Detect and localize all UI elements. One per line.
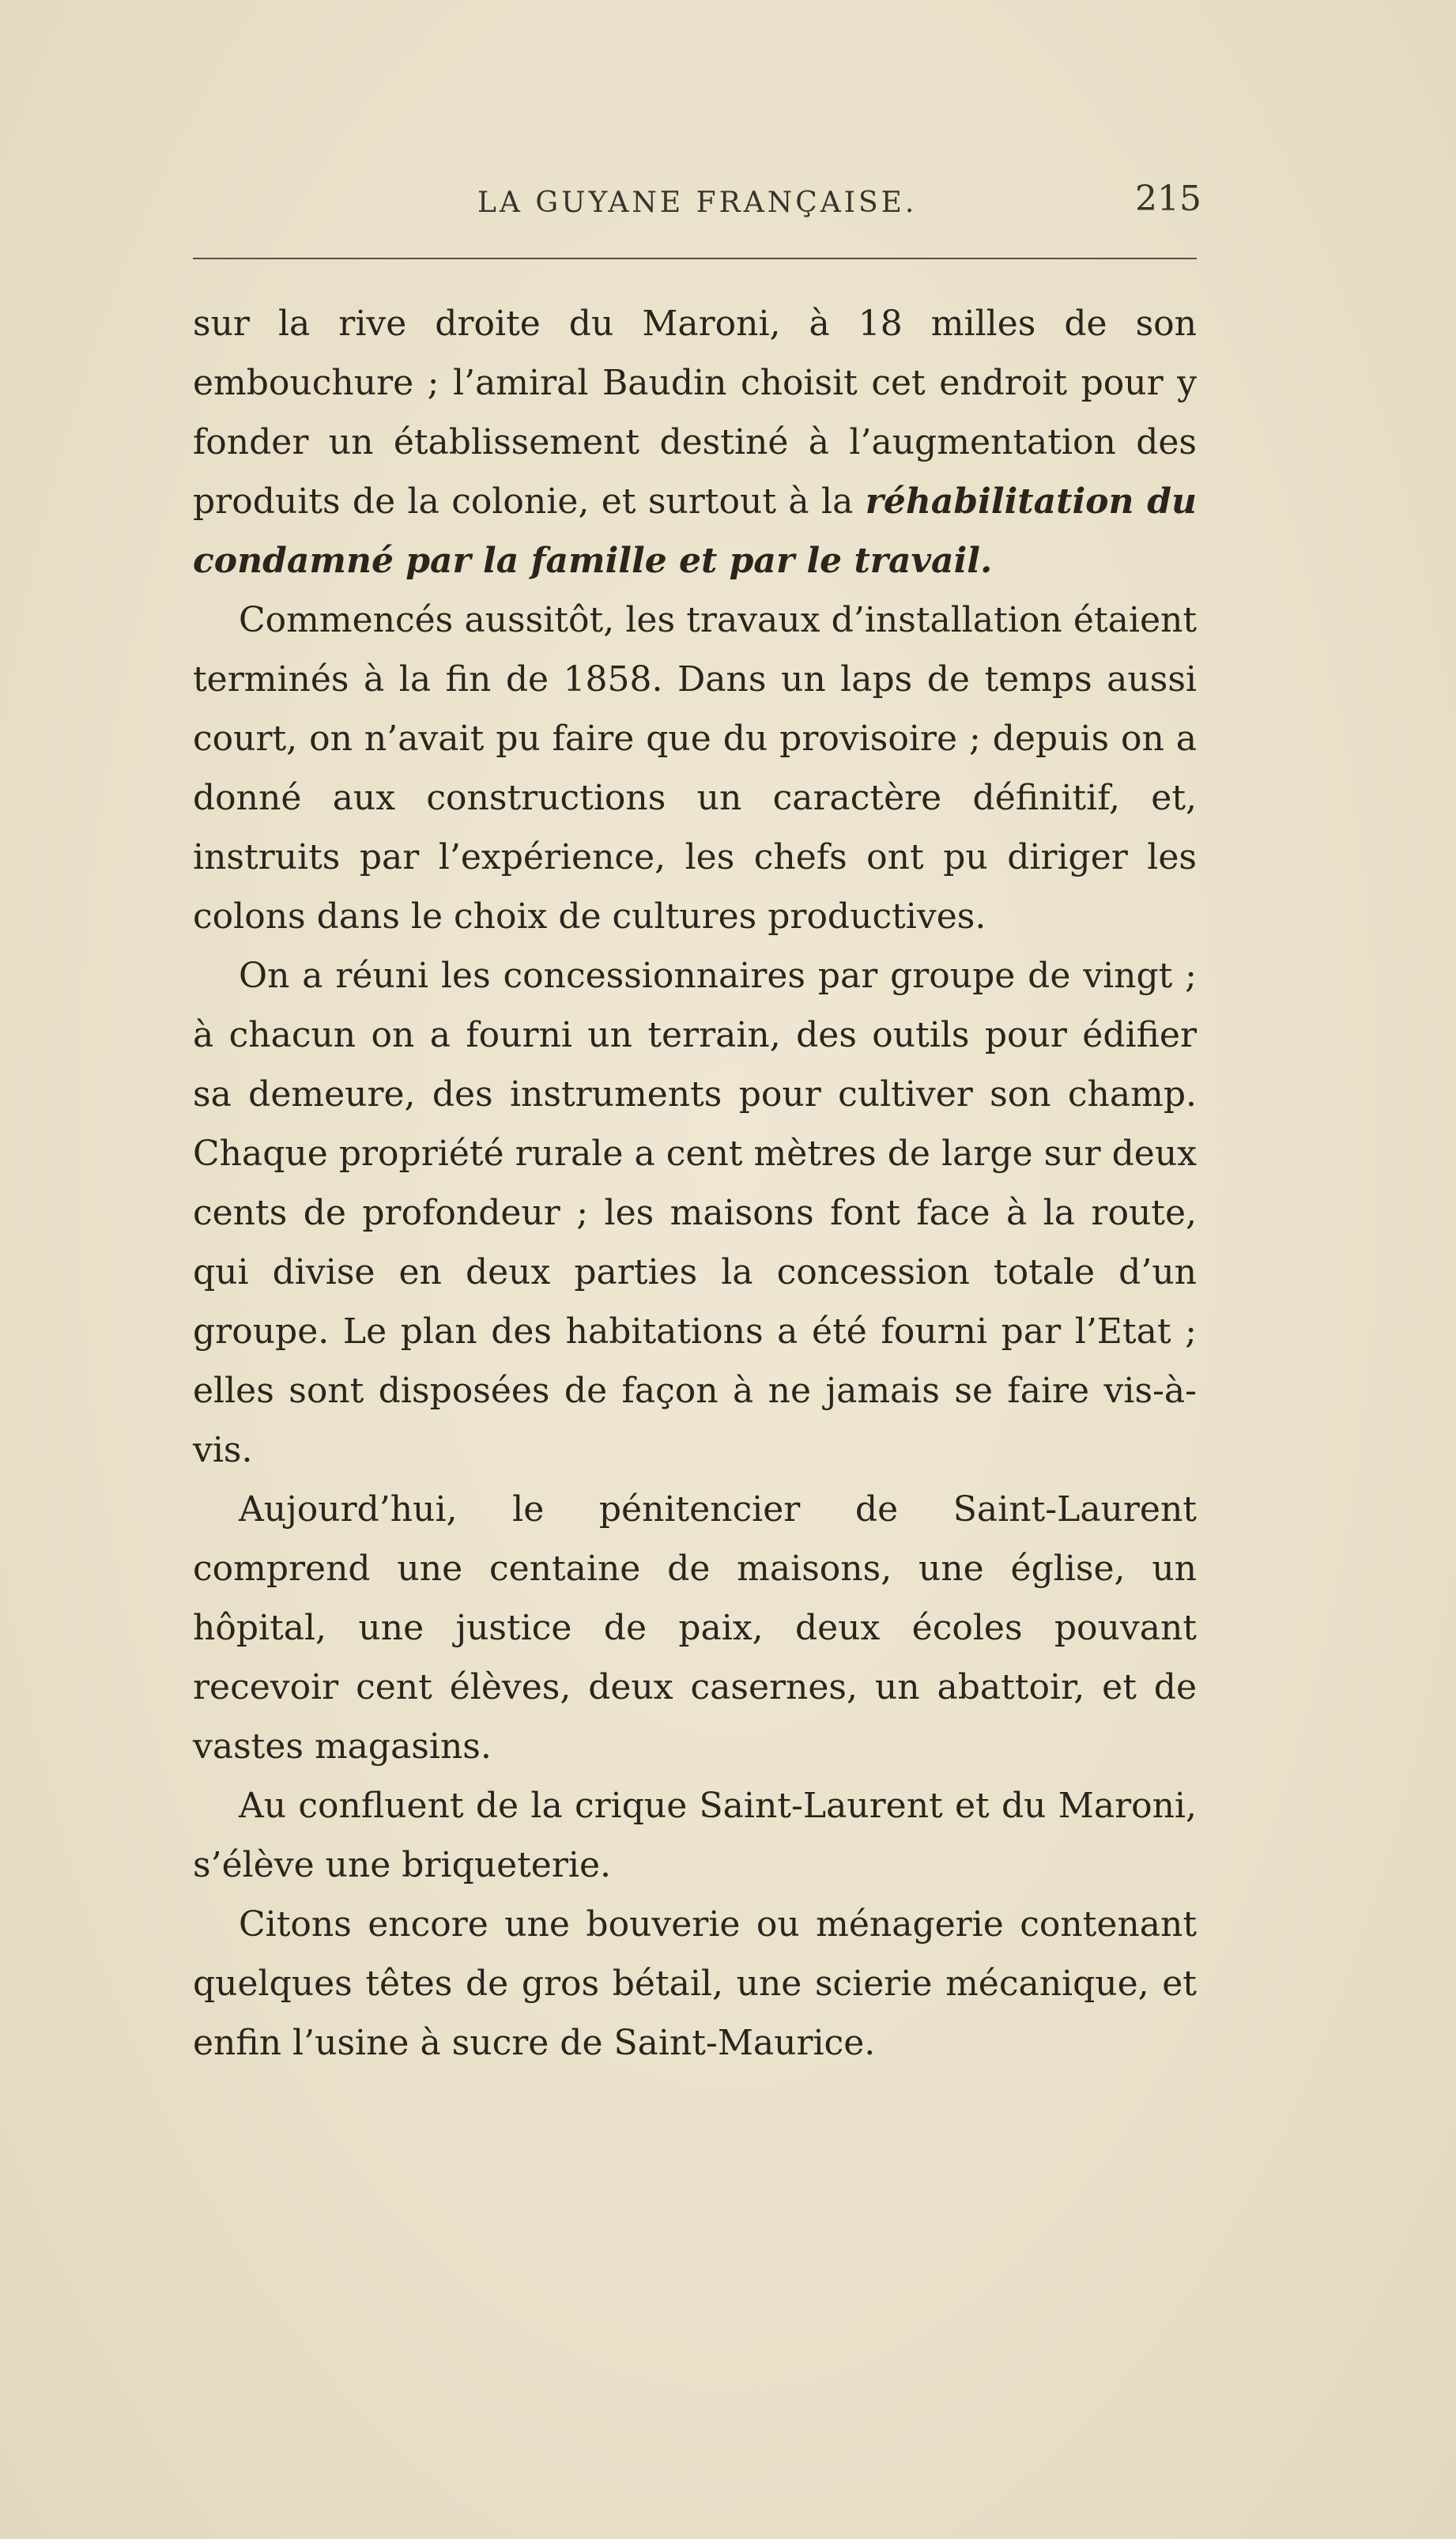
paragraph-4: Aujourd’hui, le pénitencier de Saint-Laurent comprend une centaine de maisons, une église, un hôpital, une justice de paix, deux écoles pouvant recevoir cent élèves, deux casernes, un abattoir, et de vastes magasins.: [193, 1489, 1197, 1767]
paragraph-6: Citons encore une bouverie ou ménagerie contenant quelques têtes de gros bétail, une scierie mécanique, et enfin l’usine à sucre de Saint-Maurice.: [193, 1904, 1197, 2063]
paragraph-2: Commencés aussitôt, les travaux d’installation étaient terminés à la fin de 1858. Dans un laps de temps aussi court, on n’avait pu faire que du provisoire ; depuis on a donné aux constructions un caractère définitif, et, instruits par l’expérience, les chefs ont pu diriger les colons dans le choix de cultures productives.: [193, 600, 1197, 937]
page-number: 215: [1135, 179, 1201, 219]
header-rule: [193, 258, 1197, 259]
paragraph-1-text: sur la rive droite du Maroni, à 18 milles de son embouchure ; l’amiral Baudin choisit cet endroit pour y fonder un établissement destiné à l’augmentation des produits de la colonie, et surtout à la: [193, 304, 1197, 522]
running-head: [193, 175, 1201, 239]
paragraph-3: On a réuni les concessionnaires par groupe de vingt ; à chacun on a fourni un terrain, des outils pour édifier sa demeure, des instruments pour cultiver son champ. Chaque propriété rurale a cent mètres de large sur deux cents de profondeur ; les maisons font face à la route, qui divise en deux parties la concession totale d’un groupe. Le plan des habitations a été fourni par l’Etat ; elles sont disposées de façon à ne jamais se faire vis-à-vis.: [193, 956, 1197, 1470]
running-title: LA GUYANE FRANÇAISE.: [477, 187, 918, 219]
body-text: [193, 294, 1197, 2073]
paragraph-1: [193, 294, 1197, 590]
paragraph-5: Au confluent de la crique Saint-Laurent et du Maroni, s’élève une briqueterie.: [193, 1786, 1197, 1885]
paragraph-1-emphasis: réhabilitation du condamné par la famille et par le travail.: [193, 481, 1197, 581]
